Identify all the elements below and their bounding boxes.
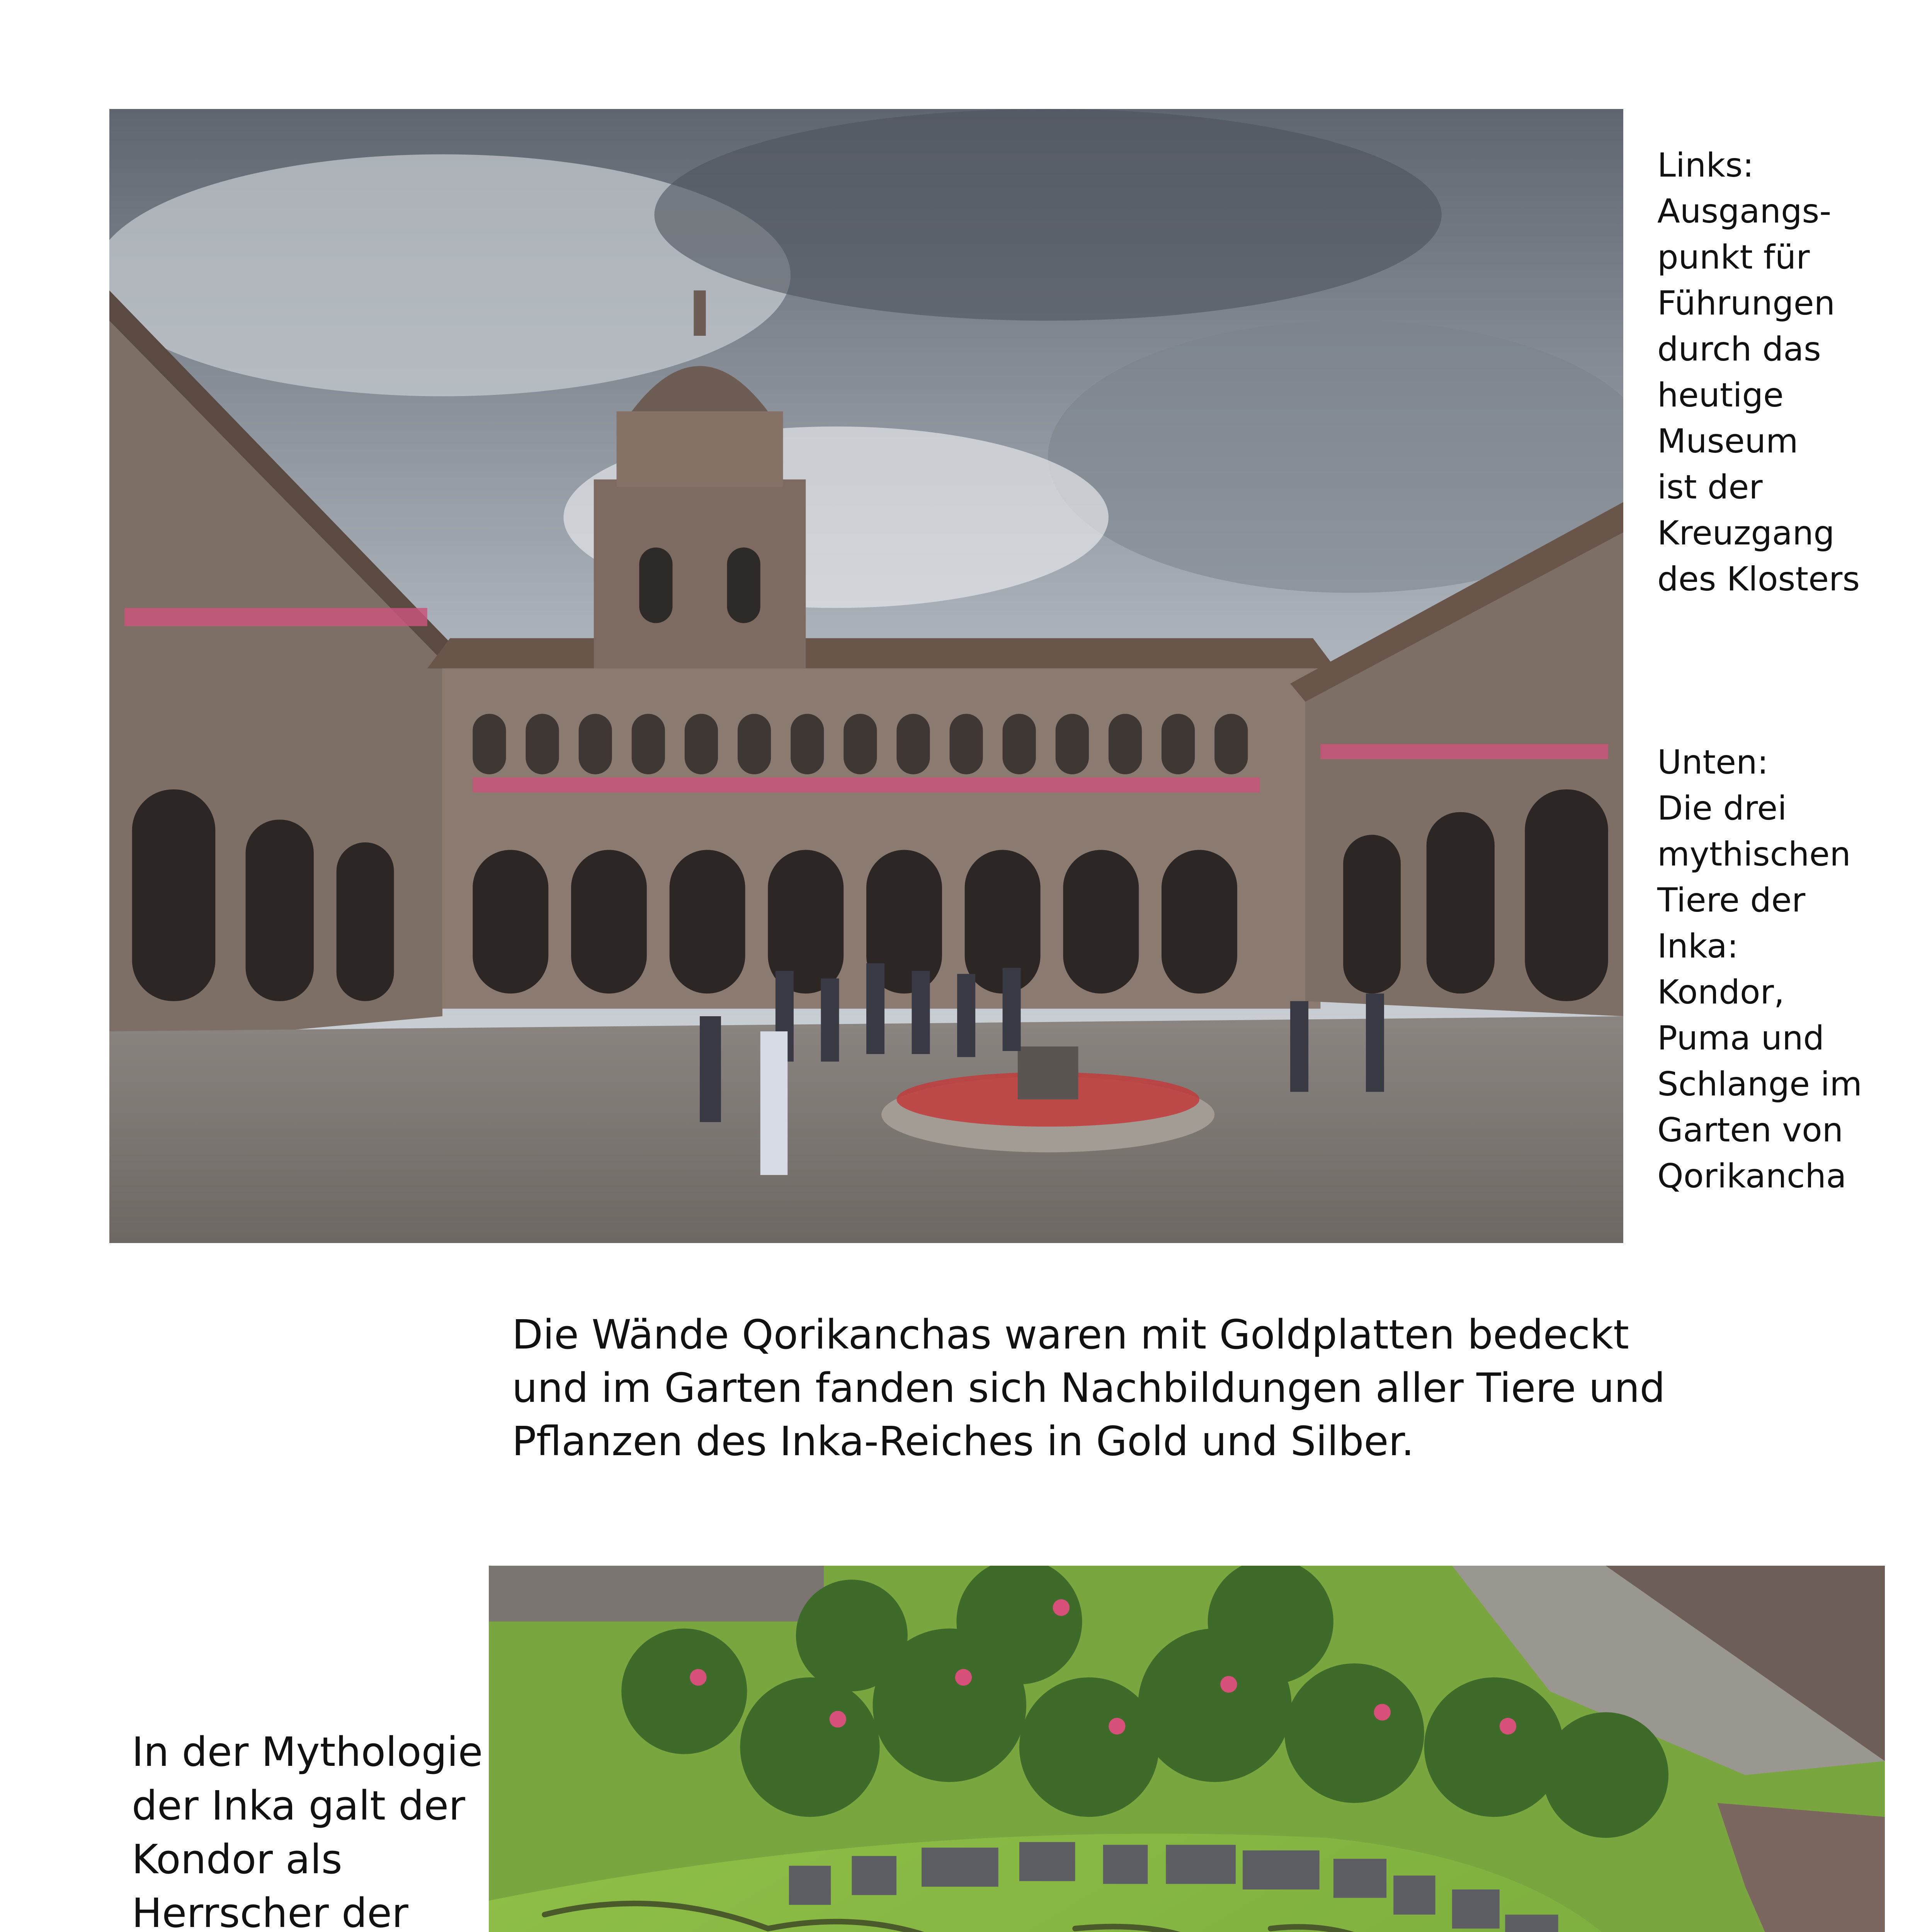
paragraph-line: Pflanzen des Inka-Reiches in Gold und Silber. xyxy=(512,1418,1414,1465)
paragraph-line: der Inka galt der xyxy=(132,1782,465,1829)
caption-line: Inka: xyxy=(1657,927,1738,966)
bottom-photo-caption xyxy=(1657,740,1862,1199)
caption-line: Kreuzgang xyxy=(1657,514,1835,553)
caption-line: Ausgangs- xyxy=(1657,192,1832,231)
caption-line: Links: xyxy=(1657,146,1754,185)
paragraph-line: und im Garten fanden sich Nachbildungen aller Tiere und xyxy=(512,1364,1665,1412)
caption-line: Museum xyxy=(1657,422,1798,461)
caption-line: Führungen xyxy=(1657,284,1835,323)
caption-line: Garten von xyxy=(1657,1111,1844,1150)
caption-line: durch das xyxy=(1657,330,1821,369)
caption-line: Die drei xyxy=(1657,789,1787,828)
mythology-paragraph xyxy=(132,1725,493,1932)
caption-line: ist der xyxy=(1657,468,1763,507)
caption-line: punkt für xyxy=(1657,238,1810,277)
cloister-illustration xyxy=(109,109,1623,1243)
cloister-photo xyxy=(109,109,1623,1243)
caption-line: Puma und xyxy=(1657,1019,1825,1058)
caption-line: Schlange im xyxy=(1657,1065,1862,1104)
caption-line: Unten: xyxy=(1657,743,1769,782)
caption-line: Tiere der xyxy=(1657,881,1806,920)
caption-line: Qorikancha xyxy=(1657,1157,1847,1196)
garden-photo xyxy=(489,1566,1885,1932)
paragraph-line: Herrscher der xyxy=(132,1889,408,1932)
top-photo-caption xyxy=(1657,143,1860,602)
garden-illustration xyxy=(489,1566,1885,1932)
paragraph-line: Die Wände Qorikanchas waren mit Goldplatten bedeckt xyxy=(512,1311,1629,1358)
caption-line: des Klosters xyxy=(1657,560,1860,599)
center-paragraph xyxy=(512,1308,1665,1468)
paragraph-line: Kondor als xyxy=(132,1836,342,1883)
caption-line: mythischen xyxy=(1657,835,1851,874)
paragraph-line: In der Mythologie xyxy=(132,1728,483,1776)
caption-line: heutige xyxy=(1657,376,1784,415)
caption-line: Kondor, xyxy=(1657,973,1785,1012)
